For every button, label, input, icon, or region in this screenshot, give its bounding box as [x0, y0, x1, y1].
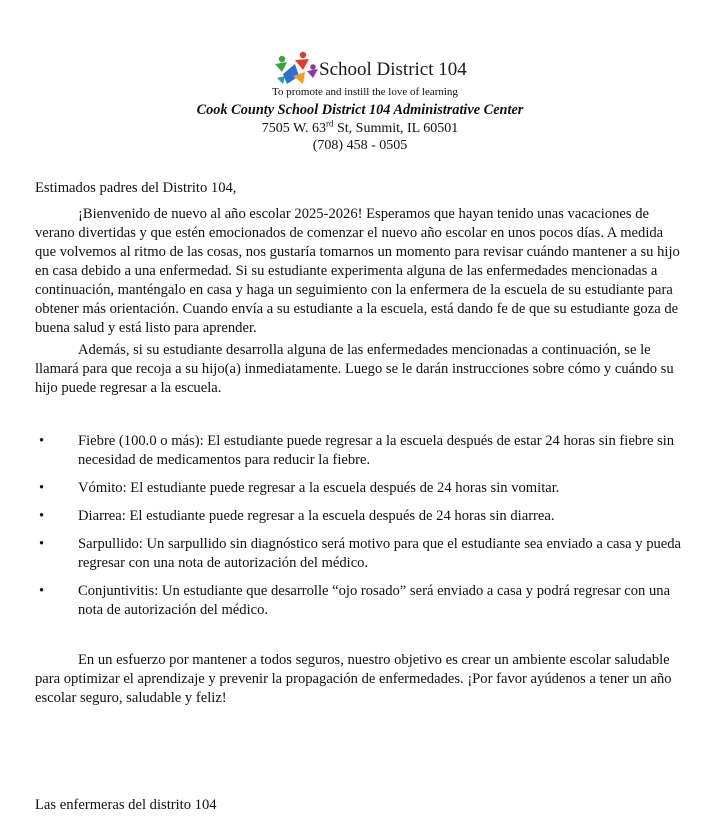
paragraph-welcome-text: ¡Bienvenido de nuevo al año escolar 2025-2026! Esperamos que hayan tenido unas vacaciones de verano divertidas y que estén emocionados de comenzar el nuevo año escolar en unos pocos días. A medida que volvemos al ritmo de las cosas, nos gustaría tomarnos un momento para revisar cuándo mantener a su hijo en casa debido a una enfermedad. Si su estudiante experimenta alguna de las enfermedades mencionadas a continuación, manténgalo en casa y haga un seguimiento con la enfermera de la escuela de su estudiante para obtener más orientación. Cuando envía a su estudiante a la escuela, está dando fe de que su estudiante goza de buena salud y está listo para aprender. — [35, 206, 680, 336]
bullet-icon: • — [39, 480, 45, 496]
bullet-icon: • — [39, 433, 45, 449]
list-item-text: Diarrea: El estudiante puede regresar a la escuela después de 24 horas sin diarrea. — [78, 508, 555, 524]
district-name: School District 104 — [319, 59, 467, 80]
list-item-text: Sarpullido: Un sarpullido sin diagnóstico será motivo para que el estudiante sea enviado a casa y pueda regresar con una nota de autorización del médico. — [78, 536, 682, 571]
list-item — [35, 535, 685, 573]
district-logo-icon — [273, 50, 319, 86]
bullet-icon: • — [39, 508, 45, 524]
address-superscript: rd — [325, 118, 334, 129]
list-item — [35, 432, 685, 470]
tagline: To promote and instill the love of learning — [272, 86, 458, 98]
list-item — [35, 582, 685, 620]
administrative-center-name: Cook County School District 104 Administrative Center — [196, 102, 524, 118]
list-item — [35, 507, 685, 526]
list-item-text: Vómito: El estudiante puede regresar a la escuela después de 24 horas sin vomitar. — [78, 480, 560, 496]
paragraph-pickup — [35, 341, 685, 398]
illness-list — [35, 432, 685, 620]
list-item-text: Fiebre (100.0 o más): El estudiante puede regresar a la escuela después de estar 24 horas sin fiebre sin necesidad de medicamentos para reducir la fiebre. — [78, 433, 675, 468]
bullet-icon: • — [39, 583, 45, 599]
list-item-text: Conjuntivitis: Un estudiante que desarrolle “ojo rosado” será enviado a casa y podrá regresar con una nota de autorización del médico. — [78, 583, 671, 618]
letterhead — [0, 50, 720, 84]
paragraph-welcome — [35, 205, 685, 338]
bullet-icon: • — [39, 536, 45, 552]
list-item — [35, 479, 685, 498]
logo-row — [0, 50, 720, 84]
phone-number: (708) 458 - 0505 — [312, 138, 408, 153]
address-suffix: St, Summit, IL 60501 — [333, 121, 459, 136]
paragraph-closing — [35, 651, 685, 708]
signature-line: Las enfermeras del distrito 104 — [35, 797, 217, 813]
paragraph-pickup-text: Además, si su estudiante desarrolla alguna de las enfermedades mencionadas a continuación, se le llamará para que recoja a su hijo(a) inmediatamente. Luego se le darán instrucciones sobre cómo y cuándo su hijo puede regresar a la escuela. — [35, 342, 674, 396]
paragraph-closing-text: En un esfuerzo por mantener a todos seguros, nuestro objetivo es crear un ambiente escolar saludable para optimizar el aprendizaje y prevenir la propagación de enfermedades. ¡Por favor ayúdenos a tener un año escolar seguro, saludable y feliz! — [35, 652, 672, 706]
address-prefix: 7505 W. 63 — [261, 121, 326, 136]
salutation: Estimados padres del Distrito 104, — [35, 180, 237, 196]
